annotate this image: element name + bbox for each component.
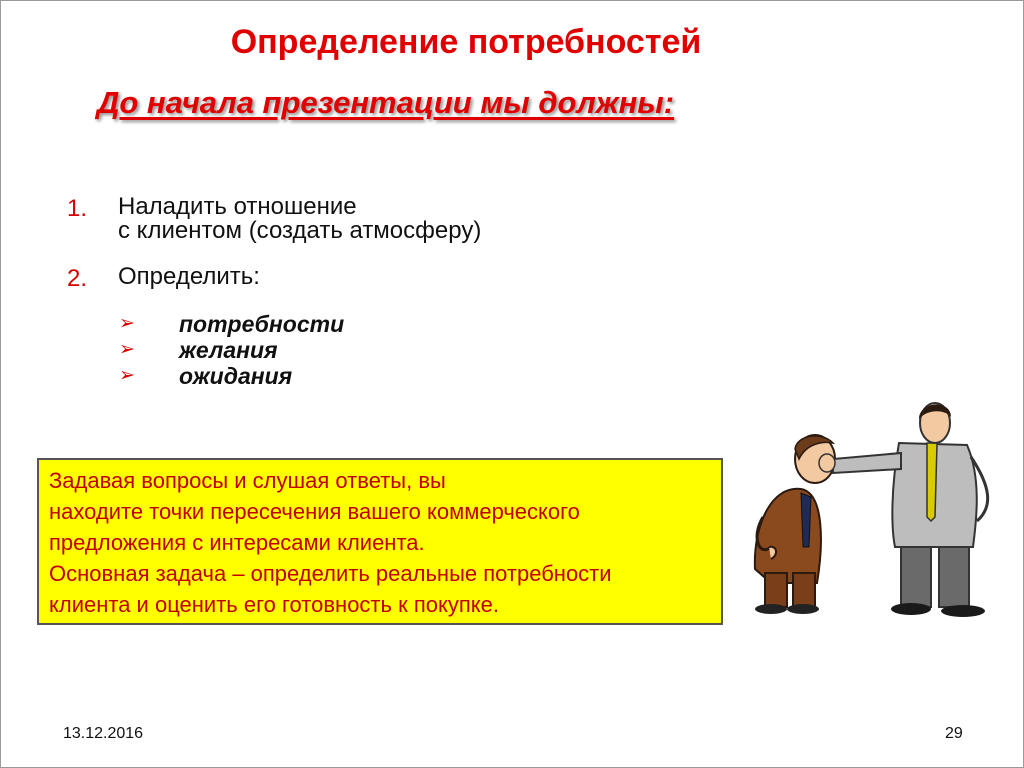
bullet-text: желания xyxy=(179,337,278,363)
slide-subtitle: До начала презентации мы должны: xyxy=(97,85,675,120)
list-text-line: Определить: xyxy=(118,263,260,290)
list-number: 2. xyxy=(67,265,88,292)
arrow-bullet-icon: ➢ xyxy=(119,313,135,334)
businessmen-illustration-icon xyxy=(741,397,1001,627)
slide-page-number: 29 xyxy=(945,725,963,742)
arrow-bullet-icon: ➢ xyxy=(119,365,135,386)
list-number: 1. xyxy=(67,195,88,222)
note-box xyxy=(37,458,723,625)
arrow-bullet-icon: ➢ xyxy=(119,339,135,360)
list-text-line: Наладить отношение xyxy=(118,193,357,220)
list-text xyxy=(118,265,260,289)
list-text-line: с клиентом (создать атмосферу) xyxy=(118,217,482,244)
list-text xyxy=(118,195,481,243)
bullet-text: потребности xyxy=(179,311,345,337)
tall-man-figure xyxy=(819,403,988,617)
note-line: предложения с интересами клиента. xyxy=(49,530,425,555)
note-line: Задавая вопросы и слушая ответы, вы xyxy=(49,468,446,493)
bullet-text: ожидания xyxy=(179,363,293,389)
slide-date: 13.12.2016 xyxy=(63,725,144,742)
note-line: клиента и оценить его готовность к покупке. xyxy=(49,592,499,617)
note-line: находите точки пересечения вашего коммерческого xyxy=(49,499,580,524)
note-line: Основная задача – определить реальные потребности xyxy=(49,561,612,586)
slide-title: Определение потребностей xyxy=(230,23,702,61)
